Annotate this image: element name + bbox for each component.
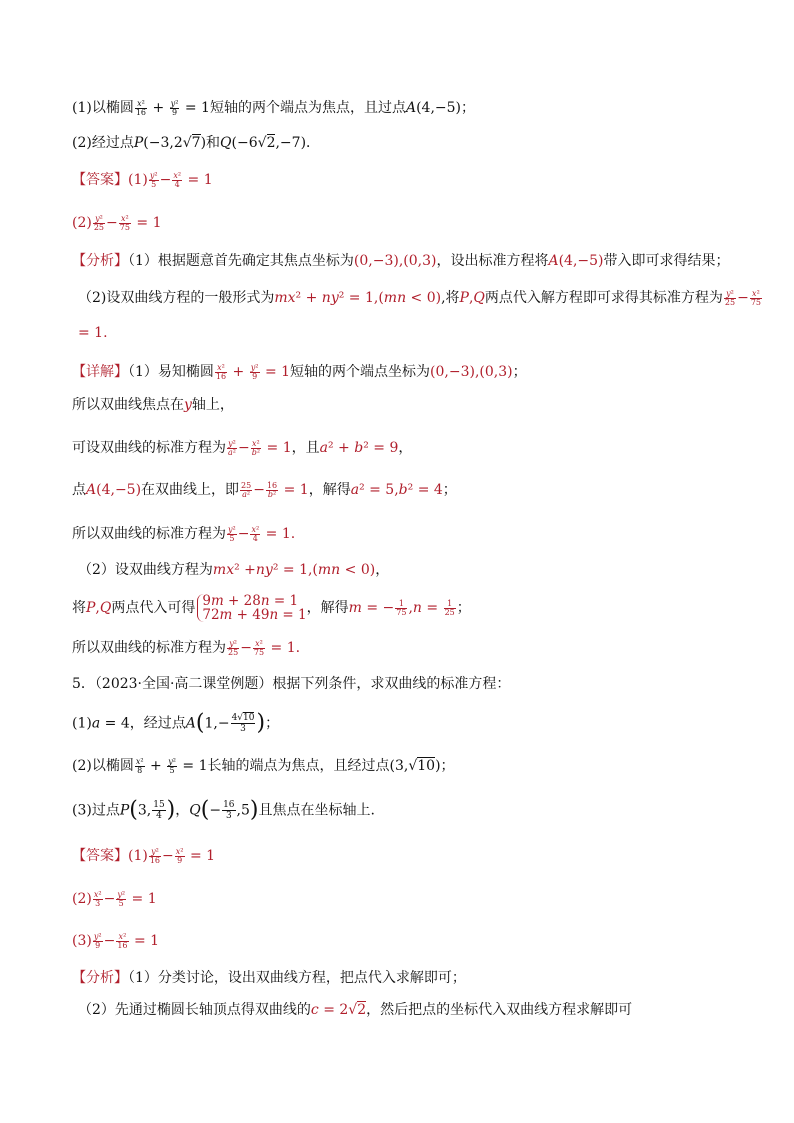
text-line-17: (1)a = 4，经过点A(1,− $\frac{4√10}{3}$ )； [72,710,280,736]
text-line-23: 【分析】（1）分类讨论，设出双曲线方程，把点代入求解即可； [72,970,466,986]
text-line-19: (3)过点P(3, $\frac{15}{4}$ )，Q(− $\frac{16}{3}$ ,5)且焦点在坐标轴上. [72,797,375,823]
text-line-18: (2)以椭圆 $\frac{\text{x²}}{8}$ + $\frac{\text{y²}}{5}$ = 1长轴的端点为焦点，且经过点(3,√10)； [72,756,455,775]
text-line-20: 【答案】(1) $\frac{\text{y²}}{16}$ − $\frac{\text{x²}}{9}$ = 1 [72,846,216,865]
text-line-24: （2）先通过椭圆长轴顶点得双曲线的c = 2√2，然后把点的坐标代入双曲线方程求解即可 [78,1002,633,1018]
text-line-10: 可设双曲线的标准方程为 $\frac{\text{y²}}{\text{a²}}$ − $\frac{\text{x²}}{\text{b²}}$ = 1，且a² + b² = 9， [72,438,413,457]
text-line-8: 【详解】（1）易知椭圆 $\frac{\text{x²}}{16}$ + $\frac{\text{y²}}{9}$ = 1短轴的两个端点坐标为(0,−3),(0,3)； [72,362,527,381]
text-line-1: (1)以椭圆 $\frac{\text{x²}}{16}$ + $\frac{\text{y²}}{9}$ = 1短轴的两个端点为焦点，且过点A(4,−5)； [72,98,476,117]
text-line-13: （2）设双曲线方程为mx² +ny² = 1,(mn < 0)， [78,562,390,578]
text-line-21: (2) $\frac{\text{x²}}{3}$ − $\frac{\text{y²}}{5}$ = 1 [72,889,157,908]
text-line-16: 5．（2023·全国·高二课堂例题）根据下列条件，求双曲线的标准方程： [72,676,511,692]
text-line-2: (2)经过点P(−3,2√7)和Q(−6√2,−7)． [72,135,321,151]
text-line-9: 所以双曲线焦点在y轴上， [72,397,234,413]
text-line-3: 【答案】(1) $\frac{\text{y²}}{5}$ − $\frac{\text{x²}}{4}$ = 1 [72,170,213,189]
text-line-4: (2) $\frac{\text{y²}}{25}$ − $\frac{\text{x²}}{75}$ = 1 [72,213,162,232]
text-line-12: 所以双曲线的标准方程为 $\frac{\text{y²}}{5}$ − $\frac{\text{x²}}{4}$ = 1. [72,524,296,543]
text-line-7: = 1. [78,325,108,341]
text-line-14: 将P,Q两点代入可得 9m + 28n = 1 72m + 49n = 1，解得m = − $\frac{1}{75}$ ,n = $\frac{1}{25}$ ； [72,593,471,623]
text-line-15: 所以双曲线的标准方程为 $\frac{\text{y²}}{25}$ − $\frac{\text{x²}}{75}$ = 1. [72,638,301,657]
text-line-6: （2)设双曲线方程的一般形式为mx² + ny² = 1,(mn < 0),将P,Q两点代入解方程即可求得其标准方程为 $\frac{\text{y²}}{25}$ − $\frac{\text{x²}}{75}$ [78,288,762,307]
text-line-11: 点A(4,−5)在双曲线上，即 $\frac{25}{\text{a²}}$ − $\frac{16}{\text{b²}}$ = 1，解得a² = 5,b² = 4； [72,480,457,499]
text-line-5: 【分析】（1）根据题意首先确定其焦点坐标为(0,−3),(0,3)，设出标准方程将A(4,−5)带入即可求得结果； [72,253,730,269]
text-line-22: (3) $\frac{\text{y²}}{9}$ − $\frac{\text{x²}}{16}$ = 1 [72,931,160,950]
